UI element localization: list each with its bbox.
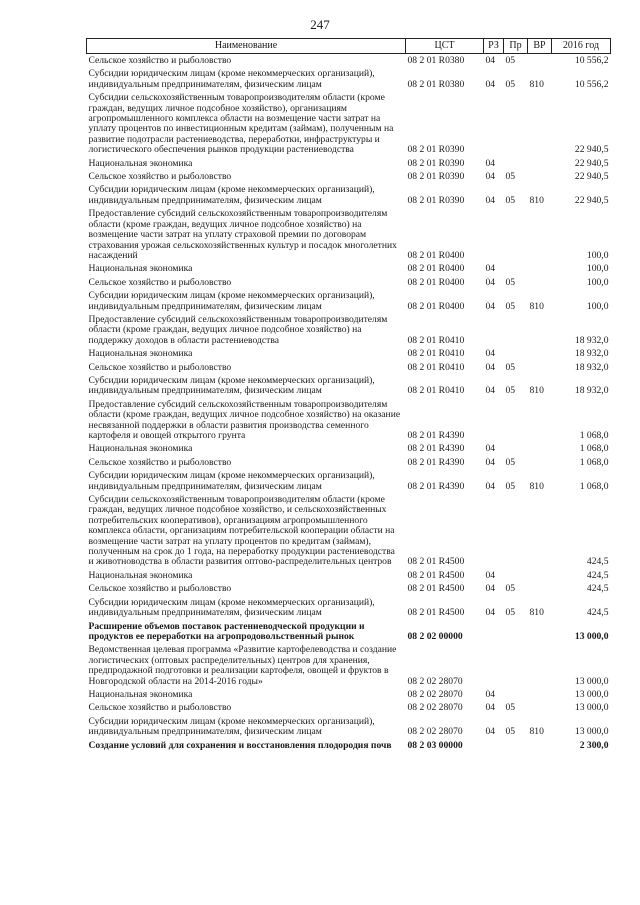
table-row [87,688,611,701]
cell-vr [528,361,552,374]
table-row [87,442,611,455]
table-row [87,493,611,569]
cell-name: Субсидии юридическим лицам (кроме некоммерческих организаций), индивидуальным предпринимателям, физическим лицам [88,184,375,206]
cell-amount: 13 000,0 [574,726,609,738]
cell-name: Субсидии юридическим лицам (кроме некоммерческих организаций), индивидуальным предпринимателям, физическим лицам [88,374,375,397]
cell-code: 08 2 01 R4500 [407,569,465,581]
cell-name: Национальная экономика [88,348,193,360]
table-row [87,170,611,183]
table-row [87,347,611,360]
table-header-row [87,39,611,54]
table-row [87,374,611,398]
cell-rz: 04 [485,688,496,700]
cell-amount: 13 000,0 [574,630,609,642]
table-row [87,54,611,68]
header-rz: РЗ [484,39,504,54]
cell-amount: 10 556,2 [574,78,609,90]
cell-pr [504,688,528,701]
table-row [87,469,611,493]
cell-vr [528,688,552,701]
cell-name: Субсидии юридическим лицам (кроме некоммерческих организаций), индивидуальным предпринимателям, физическим лицам [88,68,375,90]
cell-pr: 05 [505,607,516,619]
cell-name: Сельское хозяйство и рыболовство [88,171,232,183]
cell-amount: 424,5 [586,607,609,619]
cell-amount: 1 068,0 [579,430,609,441]
cell-name: Сельское хозяйство и рыболовство [88,583,232,595]
cell-amount: 18 932,0 [574,361,609,373]
cell-code: 08 2 01 R0400 [407,249,465,261]
cell-code: 08 2 01 R0380 [407,78,465,90]
cell-name: Сельское хозяйство и рыболовство [88,276,232,288]
cell-rz [484,313,504,347]
cell-rz: 04 [485,607,496,619]
cell-pr [504,739,528,752]
cell-amount: 18 932,0 [574,334,609,346]
cell-vr [528,170,552,183]
header-name: Наименование [87,39,406,54]
cell-code: 08 2 02 28070 [407,675,463,687]
cell-pr [504,398,528,443]
cell-vr [528,347,552,360]
cell-rz [484,493,504,569]
cell-name: Ведомственная целевая программа «Развитие картофелеводства и создание логистических (оптовых распределительных) центров для хранения, предпродажной подготовки и реализации картофеля, овощей и фруктов в Новгородской области на 2014-2016 годы» [88,644,397,687]
cell-amount: 22 940,5 [574,144,609,156]
cell-pr: 05 [505,583,516,595]
cell-code: 08 2 01 R0410 [407,361,465,373]
cell-rz: 04 [485,55,496,66]
table-row [87,276,611,289]
cell-code: 08 2 01 R4390 [407,443,465,455]
table-row [87,91,611,156]
cell-rz: 04 [485,702,496,714]
cell-name: Создание условий для сохранения и восстановления плодородия почв [88,739,392,751]
table-row [87,289,611,313]
cell-pr: 05 [505,300,516,312]
cell-amount: 1 068,0 [579,480,609,492]
cell-rz: 04 [485,583,496,595]
cell-rz: 04 [485,276,496,288]
cell-name: Расширение объемов поставок растениеводческой продукции и продуктов ее переработки на агропродовольственный рынок [88,620,365,642]
cell-rz [484,620,504,644]
table-row [87,398,611,443]
cell-name: Сельское хозяйство и рыболовство [88,55,232,66]
table-row [87,207,611,262]
cell-code: 08 2 01 R4500 [407,583,465,595]
table-body [87,54,611,752]
cell-code: 08 2 01 R0390 [407,171,465,183]
cell-pr: 05 [505,385,516,397]
cell-amount: 22 940,5 [574,194,609,206]
cell-pr [504,91,528,156]
cell-code: 08 2 02 28070 [407,726,463,738]
header-code: ЦСТ [406,39,484,54]
cell-rz: 04 [485,263,496,275]
cell-amount: 10 556,2 [574,55,609,66]
cell-code: 08 2 01 R0410 [407,385,465,397]
cell-name: Субсидии сельскохозяйственным товаропроизводителям области (кроме граждан, ведущих личное подсобное хозяйство, и сельскохозяйственных потребительских кооперативов), организациям агропромышленного комплекса области, организациям потребительской кооперации области на возмещение части затрат на уплату процентов по кредитам (займам), полученным на срок до 1 года, на переработку продукции растениеводства и животноводства в области развития оптово-распределительных центров [88,494,395,568]
cell-pr [504,442,528,455]
cell-vr [528,442,552,455]
table-row [87,361,611,374]
cell-vr [528,701,552,714]
cell-amount: 13 000,0 [574,688,609,700]
cell-name: Национальная экономика [88,263,193,275]
cell-pr [504,569,528,582]
table-row [87,739,611,752]
cell-rz: 04 [485,157,496,169]
cell-name: Субсидии юридическим лицам (кроме некоммерческих организаций), индивидуальным предпринимателям, физическим лицам [88,715,375,738]
cell-pr: 05 [505,361,516,373]
cell-vr: 810 [529,480,544,492]
cell-name: Сельское хозяйство и рыболовство [88,456,232,468]
cell-rz [484,643,504,688]
cell-vr: 810 [529,607,544,619]
cell-amount: 100,0 [586,276,609,288]
cell-name: Субсидии юридическим лицам (кроме некоммерческих организаций), индивидуальным предпринимателям, физическим лицам [88,596,375,619]
cell-rz: 04 [485,443,496,455]
table-row [87,456,611,469]
cell-code: 08 2 01 R0380 [407,55,465,66]
cell-name: Национальная экономика [88,443,193,455]
cell-vr [528,276,552,289]
cell-code: 08 2 03 00000 [407,739,463,751]
cell-pr [504,207,528,262]
cell-name: Сельское хозяйство и рыболовство [88,702,232,714]
cell-vr [528,493,552,569]
table-row [87,620,611,644]
cell-name: Субсидии юридическим лицам (кроме некоммерческих организаций), индивидуальным предпринимателям, физическим лицам [88,290,375,312]
cell-amount: 18 932,0 [574,348,609,360]
cell-amount: 13 000,0 [574,675,609,687]
cell-amount: 18 932,0 [574,385,609,397]
cell-name: Сельское хозяйство и рыболовство [88,361,232,373]
cell-name: Национальная экономика [88,688,193,700]
cell-pr: 05 [505,55,516,66]
cell-code: 08 2 01 R0410 [407,334,465,346]
table-row [87,157,611,170]
cell-amount: 22 940,5 [574,171,609,183]
cell-code: 08 2 01 R0400 [407,276,465,288]
table-row [87,701,611,714]
cell-amount: 2 300,0 [579,739,609,751]
page-number: 247 [310,17,330,32]
cell-amount: 424,5 [586,583,609,595]
cell-pr [504,262,528,275]
cell-pr [504,620,528,644]
header-pr: Пр [504,39,528,54]
cell-vr [528,582,552,595]
cell-vr: 810 [529,194,544,206]
table-row [87,183,611,207]
table-row [87,643,611,688]
cell-pr [504,313,528,347]
cell-pr: 05 [505,276,516,288]
cell-vr: 810 [529,300,544,312]
cell-code: 08 2 02 28070 [407,688,463,700]
cell-amount: 100,0 [586,263,609,275]
table-row [87,313,611,347]
cell-name: Национальная экономика [88,157,193,169]
cell-code: 08 2 01 R4500 [407,556,465,568]
cell-name: Национальная экономика [88,569,193,581]
cell-rz: 04 [485,726,496,738]
cell-vr [528,313,552,347]
cell-code: 08 2 01 R0390 [407,144,465,156]
budget-table [86,38,611,752]
cell-vr [528,620,552,644]
header-amount: 2016 год [552,39,611,54]
cell-rz: 04 [485,300,496,312]
cell-pr [504,643,528,688]
cell-amount: 100,0 [586,249,609,261]
cell-vr [528,262,552,275]
cell-vr: 810 [529,385,544,397]
cell-pr: 05 [505,194,516,206]
cell-name: Предоставление субсидий сельскохозяйственным товаропроизводителям области (кроме граждан, ведущих личное подсобное хозяйство) на оказание несвязанной поддержки в области развития производства семенного картофеля и овощей открытого грунта [88,398,401,441]
table-row [87,715,611,739]
table-row [87,67,611,91]
cell-code: 08 2 01 R0400 [407,300,465,312]
cell-vr [528,91,552,156]
cell-code: 08 2 01 R0390 [407,194,465,206]
cell-rz: 04 [485,385,496,397]
cell-rz [484,91,504,156]
cell-pr: 05 [505,171,516,183]
cell-amount: 22 940,5 [574,157,609,169]
table-row [87,596,611,620]
cell-rz: 04 [485,456,496,468]
cell-pr: 05 [505,456,516,468]
cell-pr: 05 [505,702,516,714]
cell-name: Субсидии юридическим лицам (кроме некоммерческих организаций), индивидуальным предпринимателям, физическим лицам [88,470,375,492]
cell-vr [528,54,552,68]
cell-vr: 810 [529,78,544,90]
cell-name: Предоставление субсидий сельскохозяйственным товаропроизводителям области (кроме граждан, ведущих личное подсобное хозяйство) на возмещение части затрат на уплату страховой премии по договорам страхования урожая сельскохозяйственных культур и посадок многолетних насаждений [88,208,397,261]
table-row [87,582,611,595]
cell-pr: 05 [505,78,516,90]
cell-name: Субсидии сельскохозяйственным товаропроизводителям области (кроме граждан, ведущих личное подсобное хозяйство), организациям агропромышленного комплекса области на возмещение части затрат на уплату процентов по инвестиционным кредитам (займам), полученным на развитие подотрасли растениеводства, переработки, инфраструктуры и логистического обеспечения рынков продукции растениеводства [88,92,394,156]
cell-pr [504,347,528,360]
cell-amount: 1 068,0 [579,443,609,455]
table-row [87,569,611,582]
cell-vr [528,207,552,262]
cell-amount: 424,5 [586,569,609,581]
cell-vr [528,398,552,443]
cell-name: Предоставление субсидий сельскохозяйственным товаропроизводителям области (кроме граждан, ведущих личное подсобное хозяйство) на поддержку доходов в области растениеводства [88,313,388,346]
cell-rz [484,398,504,443]
table-row [87,262,611,275]
cell-rz: 04 [485,194,496,206]
cell-code: 08 2 01 R0400 [407,263,465,275]
cell-vr [528,157,552,170]
cell-code: 08 2 01 R4390 [407,456,465,468]
cell-rz: 04 [485,78,496,90]
cell-vr [528,456,552,469]
cell-pr: 05 [505,480,516,492]
cell-rz [484,739,504,752]
cell-rz: 04 [485,569,496,581]
cell-amount: 424,5 [586,556,609,568]
cell-vr [528,643,552,688]
cell-rz: 04 [485,480,496,492]
cell-code: 08 2 01 R4500 [407,607,465,619]
cell-vr: 810 [529,726,544,738]
cell-rz: 04 [485,348,496,360]
cell-rz: 04 [485,361,496,373]
cell-amount: 100,0 [586,300,609,312]
cell-pr: 05 [505,726,516,738]
cell-vr [528,569,552,582]
cell-code: 08 2 01 R4390 [407,430,465,441]
cell-code: 08 2 01 R4390 [407,480,465,492]
cell-pr [504,157,528,170]
cell-code: 08 2 02 00000 [407,630,463,642]
cell-pr [504,493,528,569]
cell-amount: 13 000,0 [574,702,609,714]
cell-rz: 04 [485,171,496,183]
header-vr: ВР [528,39,552,54]
cell-code: 08 2 02 28070 [407,702,463,714]
cell-rz [484,207,504,262]
cell-vr [528,739,552,752]
cell-code: 08 2 01 R0410 [407,348,465,360]
cell-code: 08 2 01 R0390 [407,157,465,169]
cell-amount: 1 068,0 [579,456,609,468]
